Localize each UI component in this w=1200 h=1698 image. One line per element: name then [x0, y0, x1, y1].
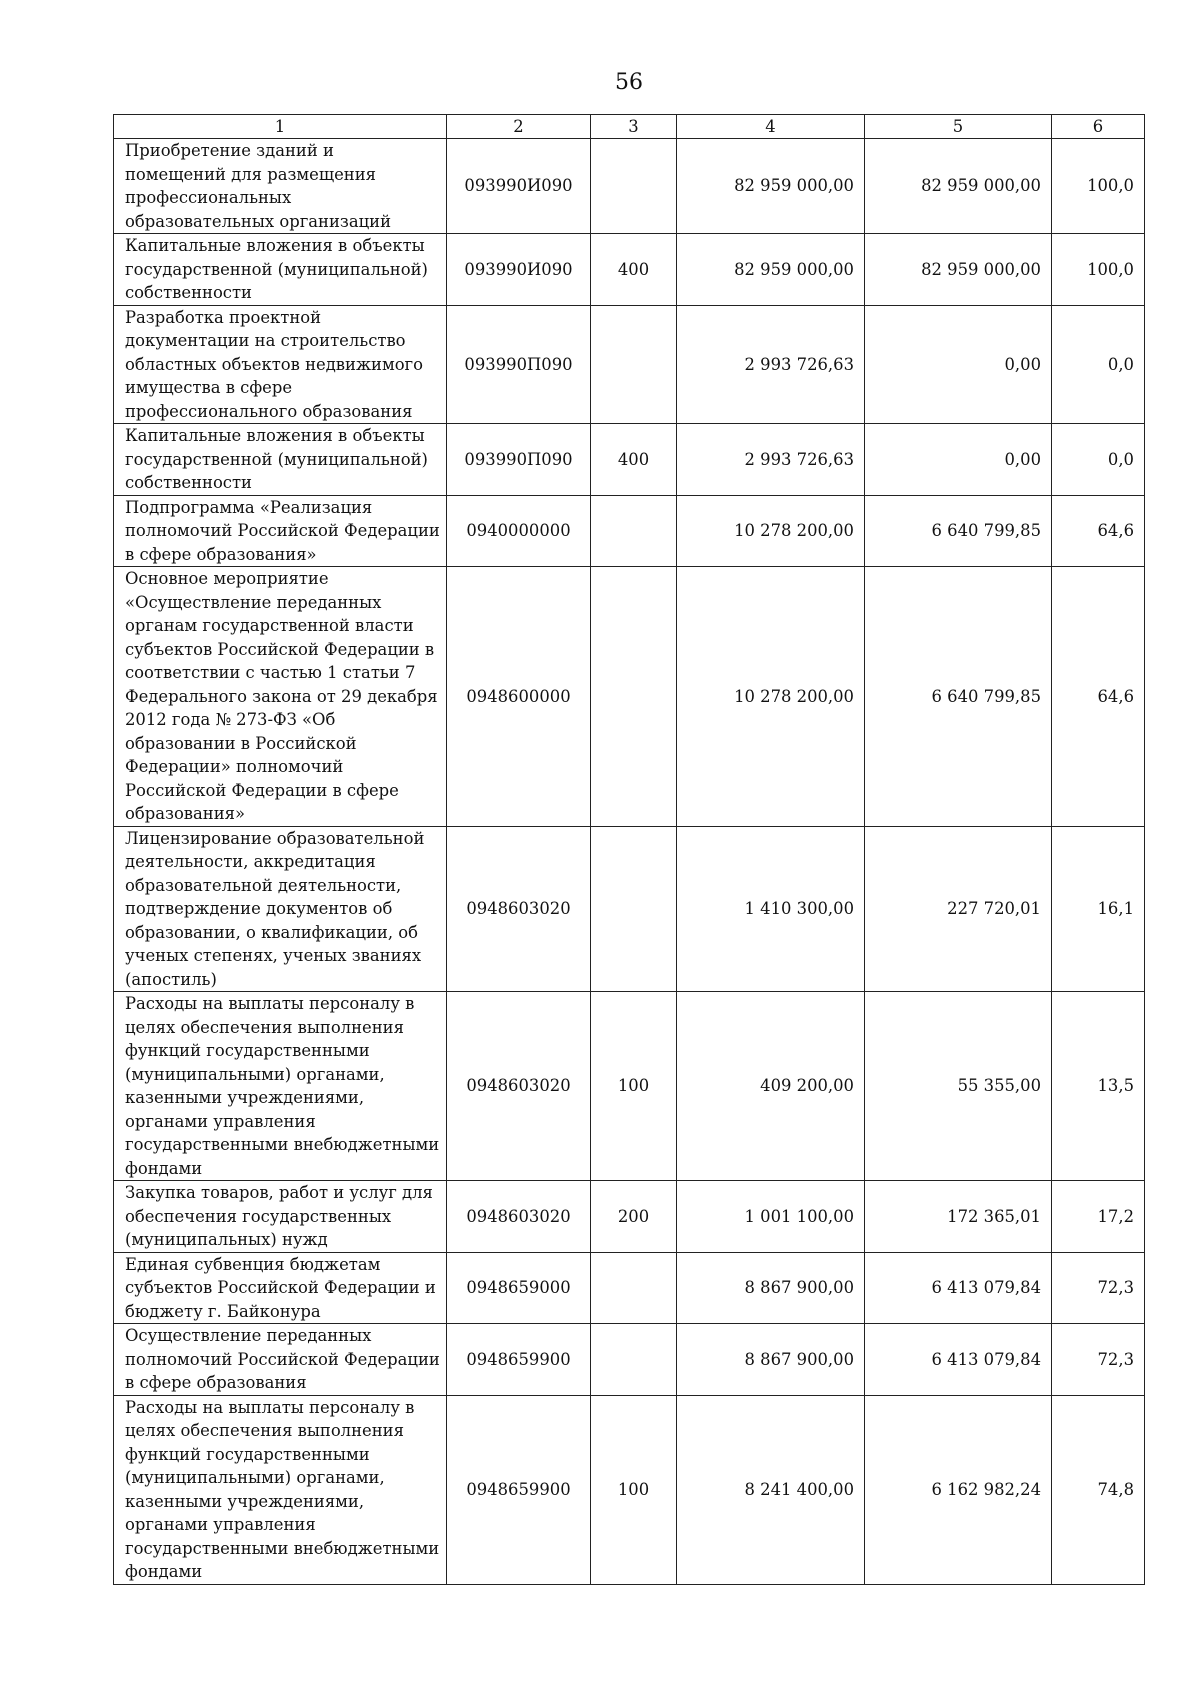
row-executed: 6 162 982,24: [865, 1395, 1052, 1584]
row-percent: 72,3: [1052, 1324, 1145, 1396]
table-row: [114, 1252, 1145, 1324]
row-name: Разработка проектной документации на строительство областных объектов недвижимого имущества в сфере профессионального образования: [114, 305, 447, 424]
row-name: Расходы на выплаты персоналу в целях обеспечения выполнения функций государственными (муниципальными) органами, казенными учреждениями, органами управления государственными внебюджетными фондами: [114, 1395, 447, 1584]
row-name: Основное мероприятие «Осуществление переданных органам государственной власти субъектов Российской Федерации в соответствии с частью 1 статьи 7 Федерального закона от 29 декабря 2012 года № 273-ФЗ «Об образовании в Российской Федерации» полномочий Российской Федерации в сфере образования»: [114, 567, 447, 827]
row-percent: 74,8: [1052, 1395, 1145, 1584]
row-expense-type: 100: [591, 992, 677, 1181]
row-executed: 6 640 799,85: [865, 567, 1052, 827]
row-executed: 6 640 799,85: [865, 495, 1052, 567]
table-row: [114, 1324, 1145, 1396]
row-code: 0948600000: [447, 567, 591, 827]
row-executed: 227 720,01: [865, 826, 1052, 992]
row-expense-type: [591, 826, 677, 992]
row-name: Капитальные вложения в объекты государственной (муниципальной) собственности: [114, 424, 447, 496]
row-code: 0948603020: [447, 992, 591, 1181]
row-plan: 82 959 000,00: [677, 139, 865, 234]
row-expense-type: 100: [591, 1395, 677, 1584]
row-name: Лицензирование образовательной деятельности, аккредитация образовательной деятельности, подтверждение документов об образовании, о квалификации, об ученых степенях, ученых званиях (апостиль): [114, 826, 447, 992]
row-plan: 1 001 100,00: [677, 1181, 865, 1253]
row-code: 093990И090: [447, 139, 591, 234]
row-percent: 64,6: [1052, 495, 1145, 567]
row-name: Расходы на выплаты персоналу в целях обеспечения выполнения функций государственными (муниципальными) органами, казенными учреждениями, органами управления государственными внебюджетными фондами: [114, 992, 447, 1181]
page-number: 56: [615, 70, 643, 95]
row-percent: 64,6: [1052, 567, 1145, 827]
table-row: [114, 495, 1145, 567]
row-percent: 0,0: [1052, 424, 1145, 496]
column-header: 3: [591, 115, 677, 139]
row-expense-type: [591, 567, 677, 827]
row-percent: 100,0: [1052, 139, 1145, 234]
row-expense-type: [591, 139, 677, 234]
row-executed: 6 413 079,84: [865, 1324, 1052, 1396]
row-executed: 0,00: [865, 305, 1052, 424]
row-plan: 2 993 726,63: [677, 305, 865, 424]
row-percent: 72,3: [1052, 1252, 1145, 1324]
table-row: [114, 567, 1145, 827]
column-header: 6: [1052, 115, 1145, 139]
table-row: [114, 234, 1145, 306]
row-name: Подпрограмма «Реализация полномочий Российской Федерации в сфере образования»: [114, 495, 447, 567]
row-name: Закупка товаров, работ и услуг для обеспечения государственных (муниципальных) нужд: [114, 1181, 447, 1253]
row-executed: 0,00: [865, 424, 1052, 496]
row-name: Осуществление переданных полномочий Российской Федерации в сфере образования: [114, 1324, 447, 1396]
row-code: 093990И090: [447, 234, 591, 306]
row-percent: 100,0: [1052, 234, 1145, 306]
row-executed: 6 413 079,84: [865, 1252, 1052, 1324]
row-code: 093990П090: [447, 305, 591, 424]
column-header: 5: [865, 115, 1052, 139]
table-row: [114, 305, 1145, 424]
table-row: [114, 1395, 1145, 1584]
row-executed: 55 355,00: [865, 992, 1052, 1181]
row-expense-type: [591, 495, 677, 567]
row-code: 0948603020: [447, 1181, 591, 1253]
table-row: [114, 826, 1145, 992]
row-expense-type: [591, 305, 677, 424]
row-name: Приобретение зданий и помещений для размещения профессиональных образовательных организаций: [114, 139, 447, 234]
row-executed: 82 959 000,00: [865, 139, 1052, 234]
row-code: 0948659000: [447, 1252, 591, 1324]
row-plan: 82 959 000,00: [677, 234, 865, 306]
row-plan: 2 993 726,63: [677, 424, 865, 496]
table-row: [114, 139, 1145, 234]
row-percent: 16,1: [1052, 826, 1145, 992]
row-expense-type: 400: [591, 234, 677, 306]
column-header: 2: [447, 115, 591, 139]
table-row: [114, 424, 1145, 496]
row-expense-type: 400: [591, 424, 677, 496]
row-executed: 172 365,01: [865, 1181, 1052, 1253]
row-percent: 0,0: [1052, 305, 1145, 424]
row-code: 0948603020: [447, 826, 591, 992]
row-executed: 82 959 000,00: [865, 234, 1052, 306]
row-plan: 8 867 900,00: [677, 1324, 865, 1396]
row-plan: 8 867 900,00: [677, 1252, 865, 1324]
row-name: Капитальные вложения в объекты государственной (муниципальной) собственности: [114, 234, 447, 306]
row-code: 0948659900: [447, 1324, 591, 1396]
row-plan: 10 278 200,00: [677, 495, 865, 567]
budget-table: [113, 114, 1145, 1585]
row-expense-type: [591, 1252, 677, 1324]
row-expense-type: [591, 1324, 677, 1396]
row-code: 0940000000: [447, 495, 591, 567]
row-name: Единая субвенция бюджетам субъектов Российской Федерации и бюджету г. Байконура: [114, 1252, 447, 1324]
table-row: [114, 992, 1145, 1181]
column-header: 1: [114, 115, 447, 139]
row-plan: 8 241 400,00: [677, 1395, 865, 1584]
row-percent: 13,5: [1052, 992, 1145, 1181]
row-code: 093990П090: [447, 424, 591, 496]
row-plan: 10 278 200,00: [677, 567, 865, 827]
row-expense-type: 200: [591, 1181, 677, 1253]
row-code: 0948659900: [447, 1395, 591, 1584]
row-percent: 17,2: [1052, 1181, 1145, 1253]
row-plan: 1 410 300,00: [677, 826, 865, 992]
column-header: 4: [677, 115, 865, 139]
row-plan: 409 200,00: [677, 992, 865, 1181]
table-row: [114, 1181, 1145, 1253]
table-header-row: [114, 115, 1145, 139]
